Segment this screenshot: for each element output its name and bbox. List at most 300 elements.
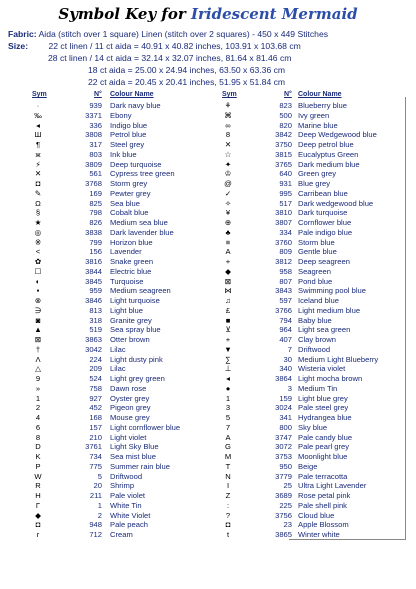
size-line-3: 18 ct aida = 25.00 x 24.94 inches, 63.50 x 63.36 cm	[88, 65, 286, 75]
table-row	[0, 394, 416, 403]
symbol-glyph: Λ	[35, 354, 41, 364]
color-number: 317	[89, 140, 102, 149]
color-name: Pewter grey	[110, 188, 151, 198]
color-name: Hydrangea blue	[298, 413, 352, 422]
color-name: Green grey	[298, 169, 336, 179]
table-row	[0, 364, 416, 373]
symbol-glyph: »	[35, 383, 41, 393]
size-text-1: 22 ct linen / 11 ct aida = 40.91 x 40.82 inches, 103.91 x 103.68 cm	[48, 41, 301, 51]
symbol-glyph: ◘	[225, 520, 231, 530]
table-row	[0, 335, 416, 344]
table-row	[0, 179, 416, 188]
color-number: 3809	[85, 159, 102, 169]
color-number: 5	[97, 471, 102, 481]
symbol-glyph: ◘	[35, 520, 41, 530]
symbol-glyph: A	[225, 247, 231, 257]
symbol-glyph: 8	[225, 130, 231, 140]
symbol-glyph: ▪	[36, 286, 40, 296]
color-name: Pale candy blue	[298, 432, 353, 442]
color-number: 798	[89, 208, 102, 218]
color-name: Cornflower blue	[298, 218, 352, 227]
color-name: Sea spray blue	[110, 325, 161, 335]
color-name: Pale shell pink	[298, 500, 347, 510]
color-name: White Violet	[110, 510, 151, 520]
page-title	[0, 5, 416, 23]
color-name: Cobalt blue	[110, 208, 149, 218]
symbol-glyph: ♣	[225, 227, 231, 237]
table-row	[0, 316, 416, 325]
symbol-glyph: ✦	[224, 159, 232, 169]
left-col-num-header: N°	[94, 91, 102, 98]
symbol-glyph: ⊥	[224, 364, 232, 374]
symbol-glyph: Z	[225, 491, 231, 500]
symbol-glyph: ♫	[225, 296, 231, 305]
symbol-glyph: ✿	[34, 257, 42, 266]
symbol-glyph: N	[225, 471, 231, 481]
color-number: 3756	[275, 510, 292, 520]
table-row	[0, 511, 416, 520]
color-number: 775	[89, 461, 102, 471]
symbol-glyph: Ω	[35, 198, 41, 208]
color-number: 30	[283, 354, 292, 364]
symbol-glyph: △	[35, 364, 41, 374]
color-name: Apple Blossom	[298, 520, 349, 530]
symbol-glyph: £	[225, 305, 231, 315]
right-col-sym-header: Sym	[222, 91, 237, 98]
color-number: 318	[89, 315, 102, 325]
table-row	[0, 238, 416, 247]
table-row	[0, 169, 416, 178]
color-number: 561	[89, 169, 102, 179]
color-name: Light dusty pink	[110, 354, 163, 364]
symbol-glyph: ◆	[225, 266, 231, 276]
table-row	[0, 462, 416, 471]
color-number: 3843	[275, 286, 292, 296]
color-name: Lavender	[110, 247, 142, 257]
symbol-glyph: ·	[36, 101, 40, 110]
color-number: 407	[279, 335, 292, 344]
color-name: Deep Wedgewood blue	[298, 130, 377, 140]
color-number: 3	[287, 383, 292, 393]
color-name: Dark turquoise	[298, 208, 348, 218]
color-number: 20	[93, 481, 102, 491]
color-number: 211	[89, 491, 102, 500]
color-name: Medium seagreen	[110, 286, 171, 296]
symbol-glyph: ◐	[35, 276, 41, 286]
table-row	[0, 228, 416, 237]
table-row	[0, 160, 416, 169]
symbol-glyph: 2	[35, 403, 41, 413]
color-name: Lilac	[110, 364, 126, 374]
color-name: Carribean blue	[298, 188, 348, 198]
color-name: Dark medium blue	[298, 159, 360, 169]
color-name: Light cornflower blue	[110, 422, 181, 432]
size-line-4: 22 ct aida = 20.45 x 20.41 inches, 51.95 x 51.84 cm	[88, 77, 286, 87]
symbol-glyph: ▲	[34, 325, 42, 335]
color-number: 3810	[275, 208, 292, 218]
symbol-glyph: ‰	[34, 110, 42, 120]
left-col-sym-header: Sym	[32, 91, 47, 98]
color-number: 3753	[275, 452, 292, 461]
symbol-glyph: 8	[35, 432, 41, 442]
color-number: 927	[89, 393, 102, 403]
table-row	[0, 267, 416, 276]
table-row	[0, 286, 416, 295]
color-name: Cloud blue	[298, 510, 335, 520]
color-name: Shrimp	[110, 481, 135, 491]
symbol-glyph: ▼	[224, 344, 232, 354]
color-number: 931	[279, 179, 292, 188]
fabric-text: Aida (stitch over 1 square) Linen (stitch over 2 squares) - 450 x 449 Stitches	[38, 29, 329, 39]
color-name: Light mocha brown	[298, 374, 363, 383]
color-number: 3747	[275, 432, 292, 442]
symbol-glyph: ¶	[35, 140, 41, 149]
color-number: 225	[279, 500, 292, 510]
color-number: 826	[89, 218, 102, 227]
color-number: 3072	[275, 442, 292, 452]
color-number: 3845	[85, 276, 102, 286]
color-name: Ink blue	[110, 149, 137, 159]
color-name: Driftwood	[110, 471, 143, 481]
color-name: Medium sea blue	[110, 218, 168, 227]
color-number: 209	[89, 364, 102, 374]
table-row	[0, 130, 416, 139]
color-number: 3807	[275, 218, 292, 227]
table-row	[0, 413, 416, 422]
color-name: Moonlight blue	[298, 452, 348, 461]
symbol-glyph: ⊠	[224, 276, 232, 286]
color-number: 3750	[275, 140, 292, 149]
symbol-glyph: @	[224, 179, 232, 188]
color-number: 3864	[275, 374, 292, 383]
symbol-glyph: ?	[225, 510, 231, 520]
symbol-glyph: ∋	[34, 305, 42, 315]
color-name: Pale pearl grey	[298, 442, 350, 452]
color-name: White Tin	[110, 500, 142, 510]
symbol-glyph: H	[35, 491, 41, 500]
color-number: 519	[89, 325, 102, 335]
symbol-glyph: G	[225, 442, 231, 452]
color-number: 452	[89, 403, 102, 413]
color-number: 712	[89, 530, 102, 539]
table-row	[0, 150, 416, 159]
symbol-glyph: ✕	[224, 140, 232, 149]
table-row	[0, 140, 416, 149]
symbol-glyph: ⚘	[224, 101, 232, 110]
color-name: Granite grey	[110, 315, 152, 325]
color-number: 995	[279, 188, 292, 198]
table-row	[0, 442, 416, 451]
color-name: Clay brown	[298, 335, 336, 344]
table-row	[0, 491, 416, 500]
color-name: Medium Light Blueberry	[298, 354, 379, 364]
color-number: 3766	[275, 305, 292, 315]
table-row	[0, 403, 416, 412]
symbol-glyph: ⊕	[224, 218, 232, 227]
color-number: 25	[283, 481, 292, 491]
color-number: 959	[89, 286, 102, 296]
color-name: Deep seagreen	[298, 257, 350, 266]
symbol-glyph: †	[35, 344, 41, 354]
symbol-glyph: 1	[225, 393, 231, 403]
color-number: 3863	[85, 335, 102, 344]
color-number: 157	[89, 422, 102, 432]
symbol-glyph: ●	[225, 383, 231, 393]
symbol-glyph: ж	[35, 149, 41, 159]
symbol-glyph: 7	[225, 422, 231, 432]
color-number: 224	[89, 354, 102, 364]
title-main: Symbol Key for	[58, 5, 186, 23]
symbol-glyph: M	[224, 452, 232, 461]
symbol-glyph: ∞	[225, 120, 231, 130]
table-row	[0, 472, 416, 481]
color-name: Marine blue	[298, 120, 338, 130]
symbol-glyph: ≡	[225, 237, 231, 247]
color-number: 168	[89, 413, 102, 422]
table-row	[0, 345, 416, 354]
color-name: Pale terracotta	[298, 471, 348, 481]
table-row	[0, 501, 416, 510]
color-number: 169	[89, 188, 102, 198]
symbol-glyph: ✕	[34, 169, 42, 179]
color-number: 950	[279, 461, 292, 471]
color-number: 640	[279, 169, 292, 179]
color-name: Baby blue	[298, 315, 332, 325]
color-name: Ebony	[110, 110, 132, 120]
color-name: Medium Tin	[298, 383, 338, 393]
table-row	[0, 374, 416, 383]
color-number: 3838	[85, 227, 102, 237]
color-name: Pale indigo blue	[298, 227, 353, 237]
color-name: Electric blue	[110, 266, 152, 276]
symbol-glyph: T	[225, 461, 231, 471]
color-number: 3779	[275, 471, 292, 481]
color-number: 948	[89, 520, 102, 530]
color-name: Driftwood	[298, 344, 331, 354]
color-name: Rose petal pink	[298, 491, 351, 500]
color-number: 3760	[275, 237, 292, 247]
symbol-glyph: ■	[225, 315, 231, 325]
table-row	[0, 247, 416, 256]
color-name: Iceland blue	[298, 296, 339, 305]
color-number: 3865	[275, 530, 292, 539]
color-name: Blue grey	[298, 179, 331, 188]
table-row	[0, 111, 416, 120]
color-name: Wisteria violet	[298, 364, 346, 374]
color-name: Dawn rose	[110, 383, 147, 393]
table-row	[0, 218, 416, 227]
table-row	[0, 199, 416, 208]
table-row	[0, 481, 416, 490]
color-number: 500	[279, 110, 292, 120]
color-name: Pale violet	[110, 491, 146, 500]
color-name: Light turquoise	[110, 296, 160, 305]
symbol-glyph: ♔	[224, 169, 232, 179]
color-name: Petrol blue	[110, 130, 147, 140]
symbol-glyph: +	[225, 257, 231, 266]
color-number: 3042	[85, 344, 102, 354]
symbol-glyph: ✎	[34, 188, 42, 198]
symbol-glyph: A	[225, 432, 231, 442]
symbol-glyph: 5	[225, 413, 231, 422]
color-name: Sky blue	[298, 422, 328, 432]
table-row	[0, 384, 416, 393]
fabric-line	[8, 29, 328, 39]
symbol-glyph: ¥	[225, 208, 231, 218]
table-row	[0, 121, 416, 130]
color-name: Ultra Light Lavender	[298, 481, 367, 491]
color-name: Summer rain blue	[110, 461, 170, 471]
color-number: 597	[279, 296, 292, 305]
color-name: Storm grey	[110, 179, 148, 188]
symbol-glyph: 4	[35, 413, 41, 422]
table-row	[0, 296, 416, 305]
color-name: Light blue	[110, 305, 143, 315]
color-number: 1	[97, 500, 102, 510]
color-number: 3761	[85, 442, 102, 452]
symbol-glyph: ◆	[35, 510, 41, 520]
symbol-glyph: P	[35, 461, 41, 471]
color-number: 3024	[275, 403, 292, 413]
left-col-name-header: Colour Name	[110, 91, 154, 98]
symbol-glyph: r	[36, 530, 40, 539]
color-name: Deep petrol blue	[298, 140, 354, 149]
color-number: 3846	[85, 296, 102, 305]
symbol-glyph: 1	[35, 393, 41, 403]
color-name: Pond blue	[298, 276, 333, 286]
color-name: Cream	[110, 530, 133, 539]
color-name: Light blue grey	[298, 393, 348, 403]
right-col-num-header: N°	[284, 91, 292, 98]
color-number: 3815	[275, 149, 292, 159]
right-col-name-header: Colour Name	[298, 91, 342, 98]
size-line-2: 28 ct linen / 14 ct aida = 32.14 x 32.07 inches, 81.64 x 81.46 cm	[48, 53, 292, 63]
color-number: 3689	[275, 491, 292, 500]
symbol-glyph: ◂	[36, 120, 40, 130]
symbol-glyph: K	[35, 452, 41, 461]
color-number: 524	[89, 374, 102, 383]
symbol-glyph: Γ	[35, 500, 41, 510]
color-number: 800	[279, 422, 292, 432]
color-number: 803	[89, 149, 102, 159]
table-row	[0, 101, 416, 110]
color-number: 517	[279, 198, 292, 208]
color-name: Seagreen	[298, 266, 331, 276]
symbol-glyph: ※	[34, 237, 42, 247]
color-name: Ivy green	[298, 110, 330, 120]
symbol-glyph: ∑	[225, 354, 231, 364]
color-name: Turquoise	[110, 276, 144, 286]
symbol-glyph: Ш	[34, 130, 42, 140]
symbol-glyph: +	[225, 335, 231, 344]
color-number: 807	[279, 276, 292, 286]
symbol-glyph: ☆	[224, 149, 232, 159]
color-name: Storm blue	[298, 237, 335, 247]
color-name: Mouse grey	[110, 413, 150, 422]
symbol-glyph: I	[226, 481, 230, 491]
table-row	[0, 520, 416, 529]
color-number: 2	[97, 510, 102, 520]
color-number: 336	[89, 120, 102, 130]
color-number: 794	[279, 315, 292, 325]
color-number: 210	[89, 432, 102, 442]
symbol-glyph: ◙	[35, 315, 41, 325]
symbol-glyph: ⊠	[34, 335, 42, 344]
table-row	[0, 530, 416, 539]
color-number: 799	[89, 237, 102, 247]
table-row	[0, 306, 416, 315]
symbol-glyph: ✧	[224, 198, 232, 208]
symbol-glyph: D	[35, 442, 41, 452]
color-name: Indigo blue	[110, 120, 148, 130]
color-name: Steel grey	[110, 140, 145, 149]
color-number: 3812	[275, 257, 292, 266]
table-row	[0, 257, 416, 266]
color-name: Light violet	[110, 432, 147, 442]
symbol-glyph: 6	[35, 422, 41, 432]
color-name: Light Sky Blue	[110, 442, 159, 452]
color-number: 156	[89, 247, 102, 257]
color-number: 3768	[85, 179, 102, 188]
table-row	[0, 189, 416, 198]
color-name: Blueberry blue	[298, 101, 347, 110]
symbol-glyph: 9	[35, 374, 41, 383]
symbol-glyph: ⌘	[224, 110, 232, 120]
table-row	[0, 208, 416, 217]
color-number: 823	[279, 101, 292, 110]
color-number: 3842	[275, 130, 292, 140]
fabric-label: Fabric:	[8, 29, 37, 39]
symbol-glyph: ◘	[35, 179, 41, 188]
table-row	[0, 452, 416, 461]
color-name: Horizon blue	[110, 237, 153, 247]
color-number: 734	[89, 452, 102, 461]
symbol-glyph: ⊻	[225, 325, 231, 335]
color-name: Pale peach	[110, 520, 148, 530]
table-row	[0, 433, 416, 442]
color-number: 3808	[85, 130, 102, 140]
symbol-glyph: <	[35, 247, 41, 257]
color-number: 809	[279, 247, 292, 257]
symbol-glyph: ☐	[34, 266, 42, 276]
color-name: Winter white	[298, 530, 340, 539]
symbol-glyph: ★	[34, 218, 42, 227]
color-name: Light grey green	[110, 374, 165, 383]
size-label: Size:	[8, 41, 29, 51]
size-line-1	[8, 41, 301, 51]
symbol-glyph: §	[35, 208, 41, 218]
symbol-glyph: 3	[225, 403, 231, 413]
color-name: Sea mist blue	[110, 452, 157, 461]
symbol-glyph: W	[34, 471, 42, 481]
color-number: 3765	[275, 159, 292, 169]
color-name: Pigeon grey	[110, 403, 151, 413]
color-number: 7	[287, 344, 292, 354]
color-name: Sea blue	[110, 198, 140, 208]
color-name: Oyster grey	[110, 393, 150, 403]
color-name: Snake green	[110, 257, 154, 266]
color-number: 758	[89, 383, 102, 393]
color-name: Eucalyptus Green	[298, 149, 359, 159]
color-number: 964	[279, 325, 292, 335]
color-name: Pale steel grey	[298, 403, 349, 413]
color-number: 3371	[85, 110, 102, 120]
symbol-glyph: ⚡	[35, 159, 41, 169]
color-name: Gentle blue	[298, 247, 337, 257]
symbol-glyph: R	[35, 481, 41, 491]
color-name: Dark navy blue	[110, 101, 161, 110]
color-number: 341	[279, 413, 292, 422]
